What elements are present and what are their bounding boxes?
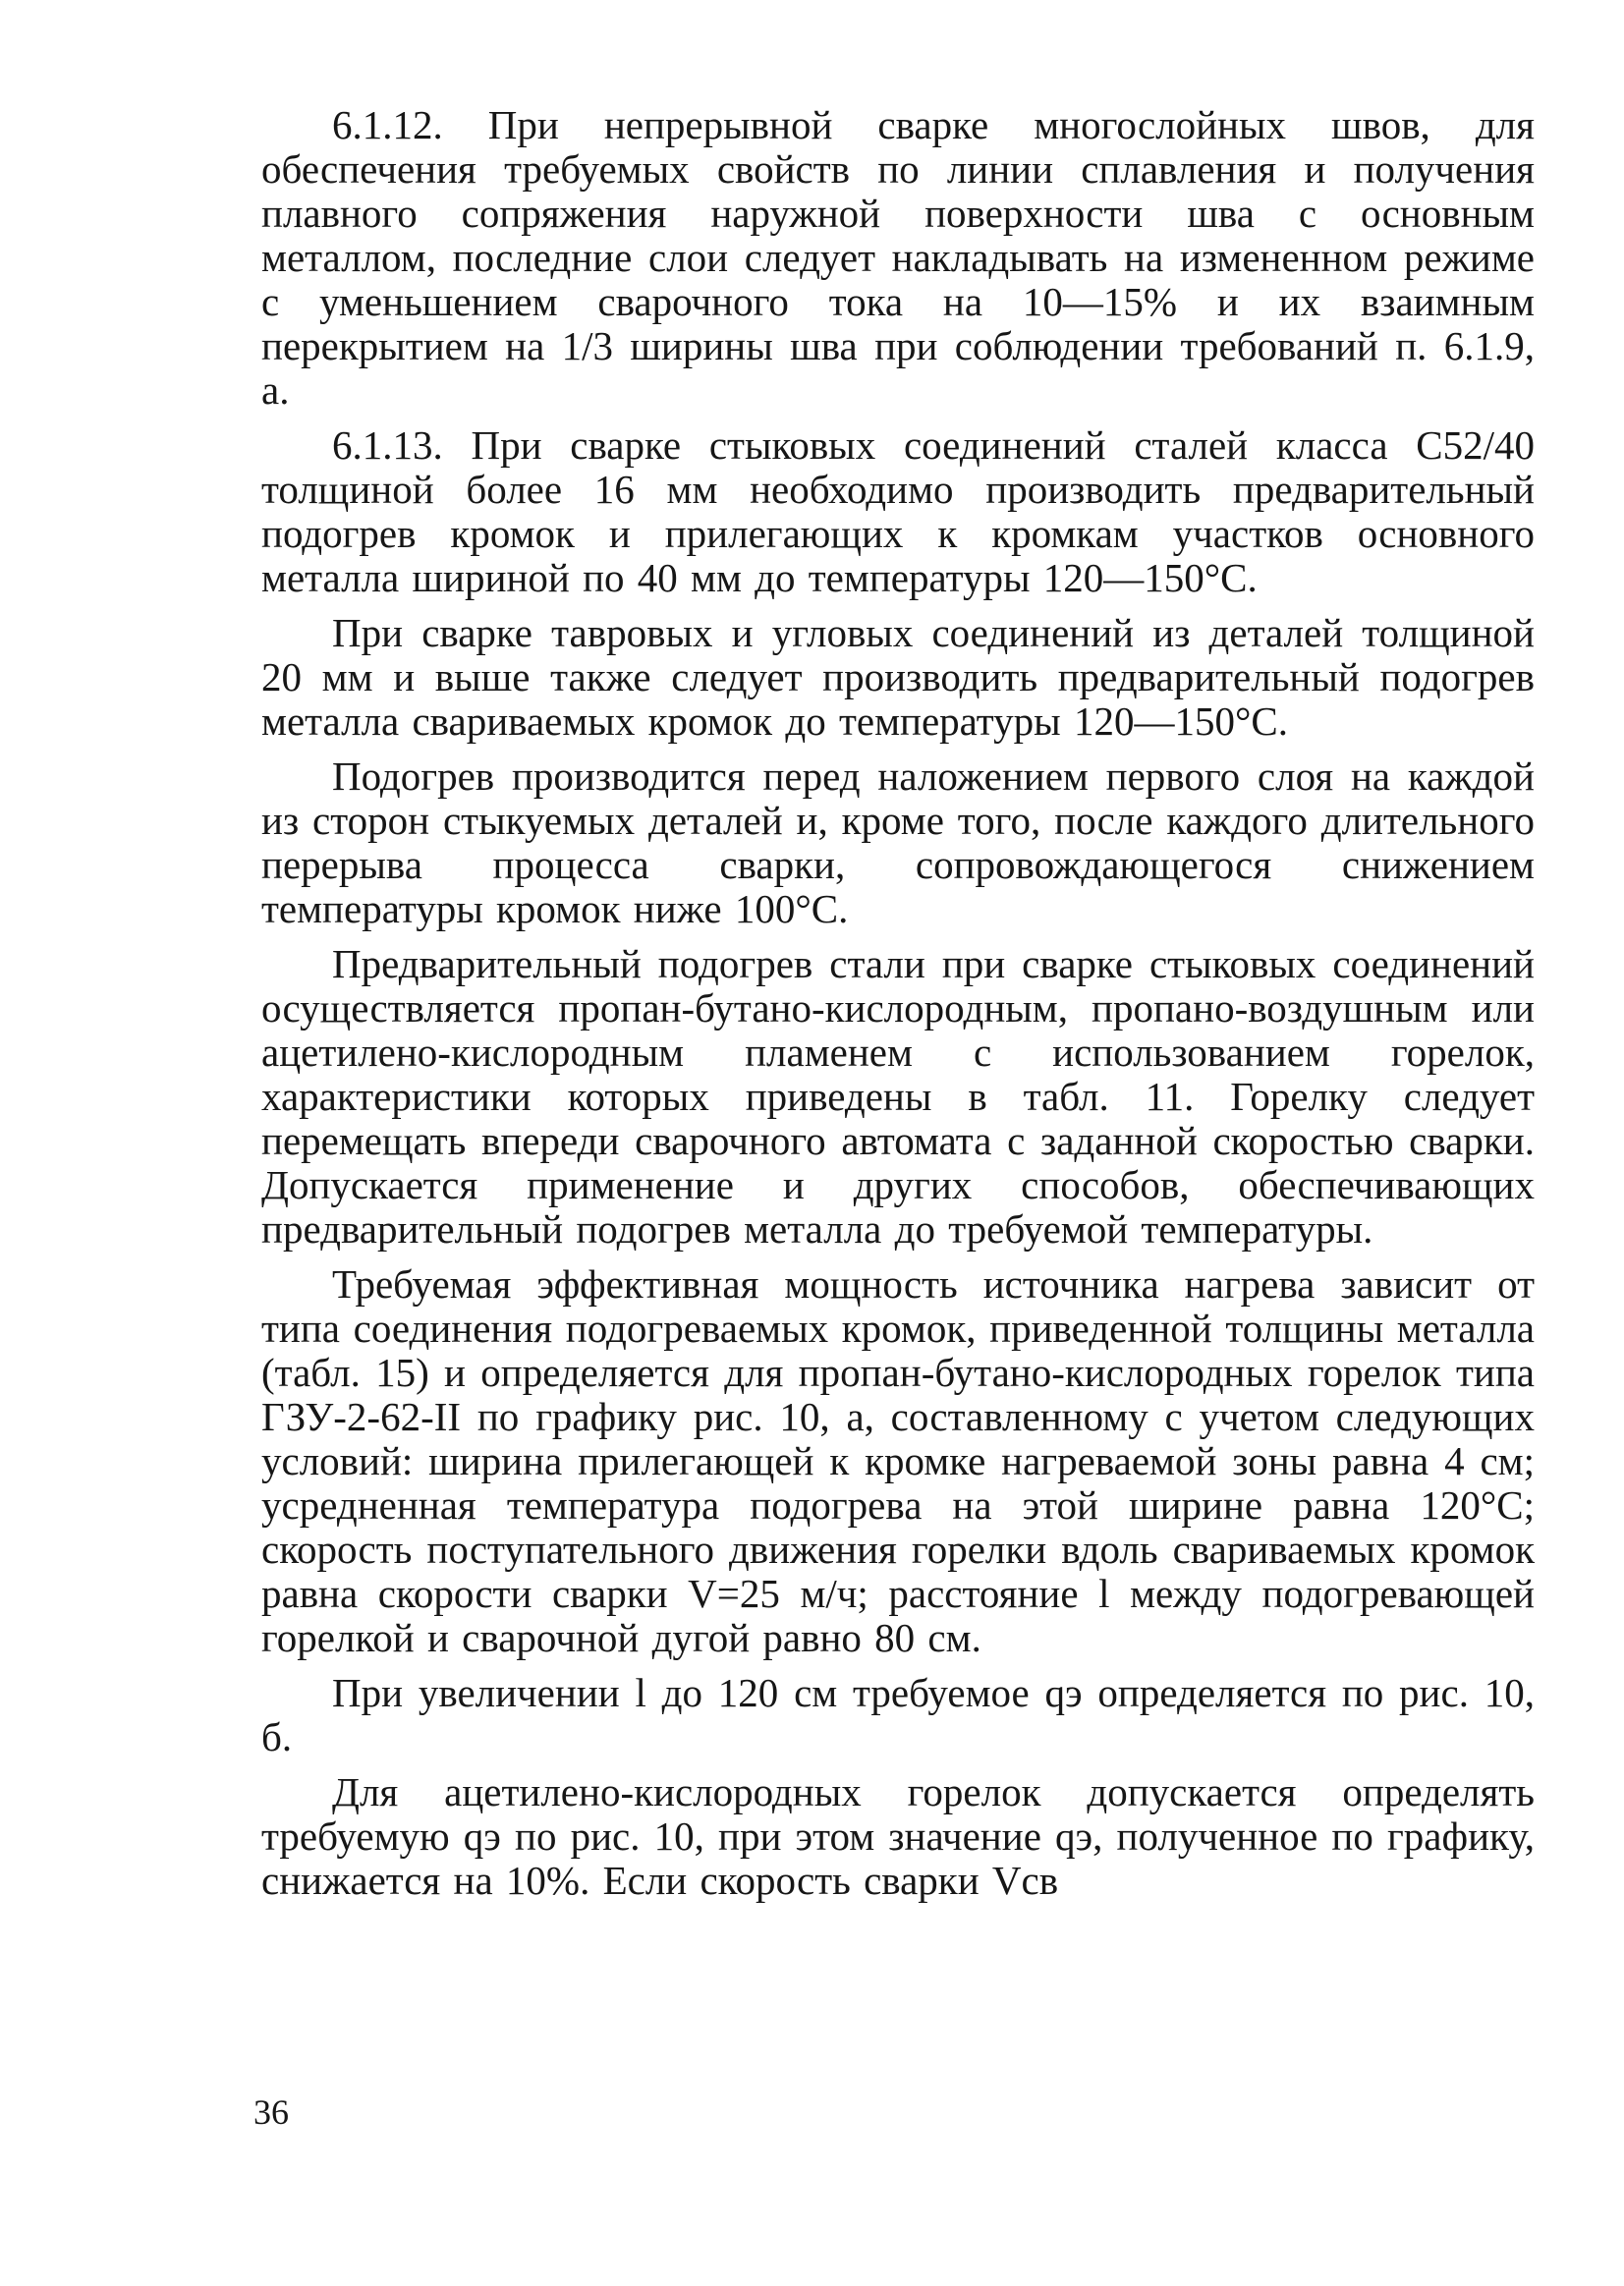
body-text [261, 103, 1535, 1914]
paragraph-tee-corner-joints: При сварке тавровых и угловых соединений из деталей толщиной 20 мм и выше также следует производить предварительный подогрев металла свариваемых кромок до температуры 120—150°С. [261, 610, 1535, 744]
paragraph-increase-l: При увеличении l до 120 см требуемое qэ определяется по рис. 10, б. [261, 1670, 1535, 1759]
paragraph-6-1-13: 6.1.13. При сварке стыковых соединений сталей класса С52/40 толщиной более 16 мм необходимо производить предварительный подогрев кромок и прилегающих к кромкам участков основного металла шириной по 40 мм до температуры 120—150°С. [261, 422, 1535, 600]
paragraph-preheating: Подогрев производится перед наложением первого слоя на каждой из сторон стыкуемых деталей и, кроме того, после каждого длительного перерыва процесса сварки, сопровождающегося снижением температуры кромок ниже 100°С. [261, 753, 1535, 931]
paragraph-6-1-12: 6.1.12. При непрерывной сварке многослойных швов, для обеспечения требуемых свойств по линии сплавления и получения плавного сопряжения наружной поверхности шва с основным металлом, последние слои следует накладывать на измененном режиме с уменьшением сварочного тока на 10—15% и их взаимным перекрытием на 1/3 ширины шва при соблюдении требований п. 6.1.9, а. [261, 102, 1535, 413]
page-number: 36 [253, 2092, 289, 2132]
paragraph-acetylene-burners: Для ацетилено-кислородных горелок допускается определять требуемую qэ по рис. 10, при этом значение qэ, полученное по графику, снижается на 10%. Если скорость сварки Vсв [261, 1769, 1535, 1903]
paragraph-preheating-methods: Предварительный подогрев стали при сварке стыковых соединений осуществляется пропан-бутано-кислородным, пропано-воздушным или ацетилено-кислородным пламенем с использованием горелок, характеристики которых приведены в табл. 11. Горелку следует перемещать впереди сварочного автомата с заданной скоростью сварки. Допускается применение и других способов, обеспечивающих предварительный подогрев металла до требуемой температуры. [261, 941, 1535, 1252]
paragraph-required-power: Требуемая эффективная мощность источника нагрева зависит от типа соединения подогреваемых кромок, приведенной толщины металла (табл. 15) и определяется для пропан-бутано-кислородных горелок типа ГЗУ-2-62-II по графику рис. 10, а, составленному с учетом следующих условий: ширина прилегающей к кромке нагреваемой зоны равна 4 см; усредненная температура подогрева на этой ширине равна 120°С; скорость поступательного движения горелки вдоль свариваемых кромок равна скорости сварки V=25 м/ч; расстояние l между подогревающей горелкой и сварочной дугой равно 80 см. [261, 1261, 1535, 1660]
